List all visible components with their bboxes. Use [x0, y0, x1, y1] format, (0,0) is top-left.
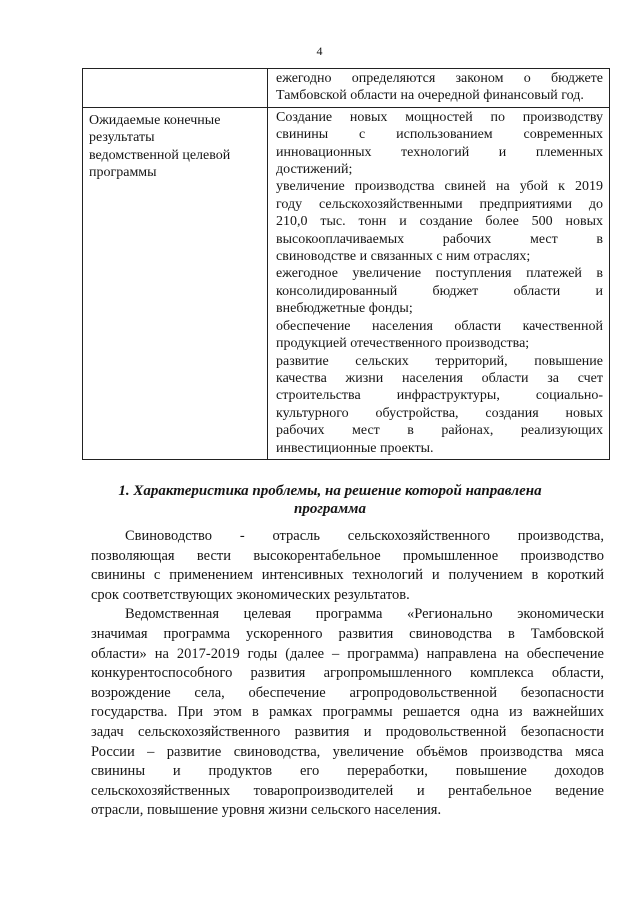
text-line: 210,0 тыс. тонн и создание более 500 новых — [276, 214, 603, 230]
text-line: свинины с применением интенсивных технологий и получением в короткий — [91, 567, 604, 584]
text-line: году сельскохозяйственными предприятиями до — [276, 196, 603, 212]
section-heading-line: программа — [294, 501, 366, 517]
text-line: конкурентоспособного развития агропромышленного комплекса области, — [91, 665, 604, 682]
text-line: культурного обустройства, создания новых — [276, 405, 603, 421]
text-line: сельскохозяйственных товаропроизводителей и рентабельное ведение — [91, 782, 604, 799]
text-line: свинины с использованием современных — [276, 127, 603, 143]
table-row — [83, 69, 610, 108]
text-line: свинины и продуктов его переработки, повышение доходов — [91, 763, 604, 780]
text-line: строительства инфраструктуры, социально- — [276, 388, 603, 404]
program-passport-table — [82, 68, 610, 460]
text-line: задач сельскохозяйственного развития и продовольственной безопасности — [91, 723, 604, 740]
table-row — [83, 107, 610, 459]
label-line: Ожидаемые конечные — [89, 112, 221, 128]
text-line: консолидированный бюджет области и — [276, 283, 603, 299]
text-line: внебюджетные фонды; — [276, 301, 413, 317]
paragraph-2 — [91, 605, 604, 821]
text-line: свиноводстве и связанных с ним отраслях; — [276, 249, 531, 265]
text-line: обеспечение населения области качественной — [276, 318, 603, 334]
text-line: инновационных технологий и племенных — [276, 144, 603, 160]
label-line: программы — [89, 165, 157, 181]
table-cell-expected-results — [268, 107, 610, 459]
section-heading — [100, 482, 560, 518]
section-heading-line: 1. Характеристика проблемы, на решение которой направлена — [118, 483, 542, 499]
text-line: позволяющая вести высокорентабельное промышленное производство — [91, 547, 604, 564]
text-line: области» на 2017-2019 годы (далее – программа) направлена на обеспечение — [91, 645, 604, 662]
table-cell-empty — [83, 69, 268, 108]
text-line: развитие сельских территорий, повышение — [276, 353, 603, 369]
text-line: Тамбовской области на очередной финансовый год. — [276, 88, 584, 104]
text-line: отрасли, повышение уровня жизни сельского населения. — [91, 802, 442, 819]
page-number: 4 — [316, 44, 323, 58]
text-line: срок соответствующих экономических результатов. — [91, 586, 410, 603]
text-line: государства. При этом в рамках программы решается одна из важнейших — [91, 704, 604, 721]
paragraph-1 — [91, 527, 604, 605]
text-line: ежегодно определяются законом о бюджете — [276, 71, 603, 86]
text-line: России – развитие свиноводства, увеличение объёмов производства мяса — [91, 743, 604, 760]
text-line: ежегодное увеличение поступления платежей в — [276, 266, 603, 282]
text-line: достижений; — [276, 162, 353, 178]
text-line: инвестиционные проекты. — [276, 440, 434, 456]
text-line: возрождение села, обеспечение агропродовольственной безопасности — [91, 684, 604, 701]
label-line: результаты — [89, 130, 155, 146]
text-line: Ведомственная целевая программа «Регионально экономически — [125, 606, 604, 623]
text-line: качества жизни населения области за счет — [276, 370, 603, 386]
text-line: увеличение производства свиней на убой к 2019 — [276, 179, 603, 195]
text-line: значимая программа ускоренного развития свиноводства в Тамбовской — [91, 625, 604, 642]
text-line: рабочих мест в районах, реализующих — [276, 423, 603, 439]
text-line: Свиноводство - отрасль сельскохозяйственного производства, — [125, 528, 604, 544]
label-line: ведомственной целевой — [89, 147, 231, 163]
body-text — [91, 527, 604, 821]
text-line: Создание новых мощностей по производству — [276, 109, 603, 125]
text-line: высокооплачиваемых рабочих мест в — [276, 231, 603, 247]
text-line: продукцией отечественного производства; — [276, 336, 530, 352]
table-cell-label — [83, 107, 268, 459]
table-cell-funding-text — [268, 69, 610, 108]
